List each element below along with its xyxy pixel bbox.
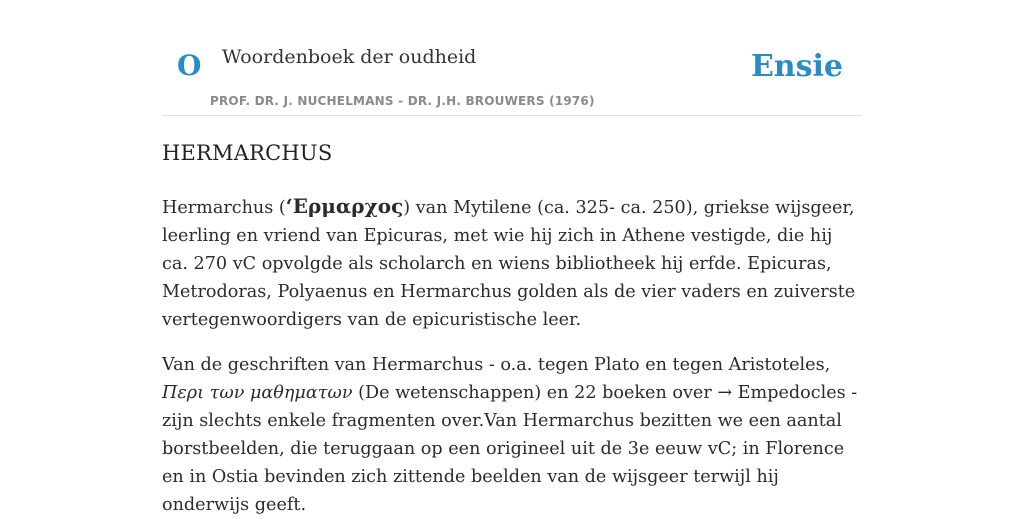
p2-text-end: - zijn slechts enkele fragmenten over.Van Hermarchus bezitten we een aantal borstbeelden, die teruggaan op een origineel uit de 3e eeuw vC; in Florence en in Ostia bevinden zich zittende beelden van de wijsgeer terwijl hij onderwijs geeft. bbox=[162, 383, 858, 515]
empedocles-link[interactable]: → Empedocles bbox=[717, 383, 846, 403]
letter-index[interactable]: O bbox=[177, 49, 202, 82]
p2-text-start: Van de geschriften van Hermarchus - o.a. tegen Plato en tegen Aristoteles, bbox=[162, 355, 831, 375]
p2-text-middle: (De wetenschappen) en 22 boeken over bbox=[352, 383, 718, 403]
ensie-logo-link[interactable]: Ensie bbox=[750, 49, 843, 84]
book-authors: PROF. DR. J. NUCHELMANS - DR. J.H. BROUWERS (1976) bbox=[210, 94, 595, 108]
p1-text-rest: ) van Mytilene (ca. 325- ca. 250), griekse wijsgeer, leerling en vriend van Epicuras, met wie hij zich in Athene vestigde, die hij ca. 270 vC opvolgde als scholarch en wiens bibliotheek hij erfde. Epicuras, Metrodoras, Polyaenus en Hermarchus golden als de vier vaders en zuiverste vertegenwoordigers van de epicuristische leer. bbox=[162, 198, 856, 330]
header bbox=[162, 0, 862, 116]
book-title[interactable]: Woordenboek der oudheid bbox=[222, 46, 477, 68]
entry-paragraph-1 bbox=[162, 192, 862, 334]
greek-work-title: Περι των μαθηματων bbox=[162, 383, 353, 403]
p1-text-start: Hermarchus ( bbox=[162, 198, 286, 218]
entry-title: HERMARCHUS bbox=[162, 141, 333, 165]
page bbox=[162, 0, 862, 515]
greek-name: ‘Ερμαρχος bbox=[285, 194, 404, 218]
entry-paragraph-2 bbox=[162, 351, 862, 519]
